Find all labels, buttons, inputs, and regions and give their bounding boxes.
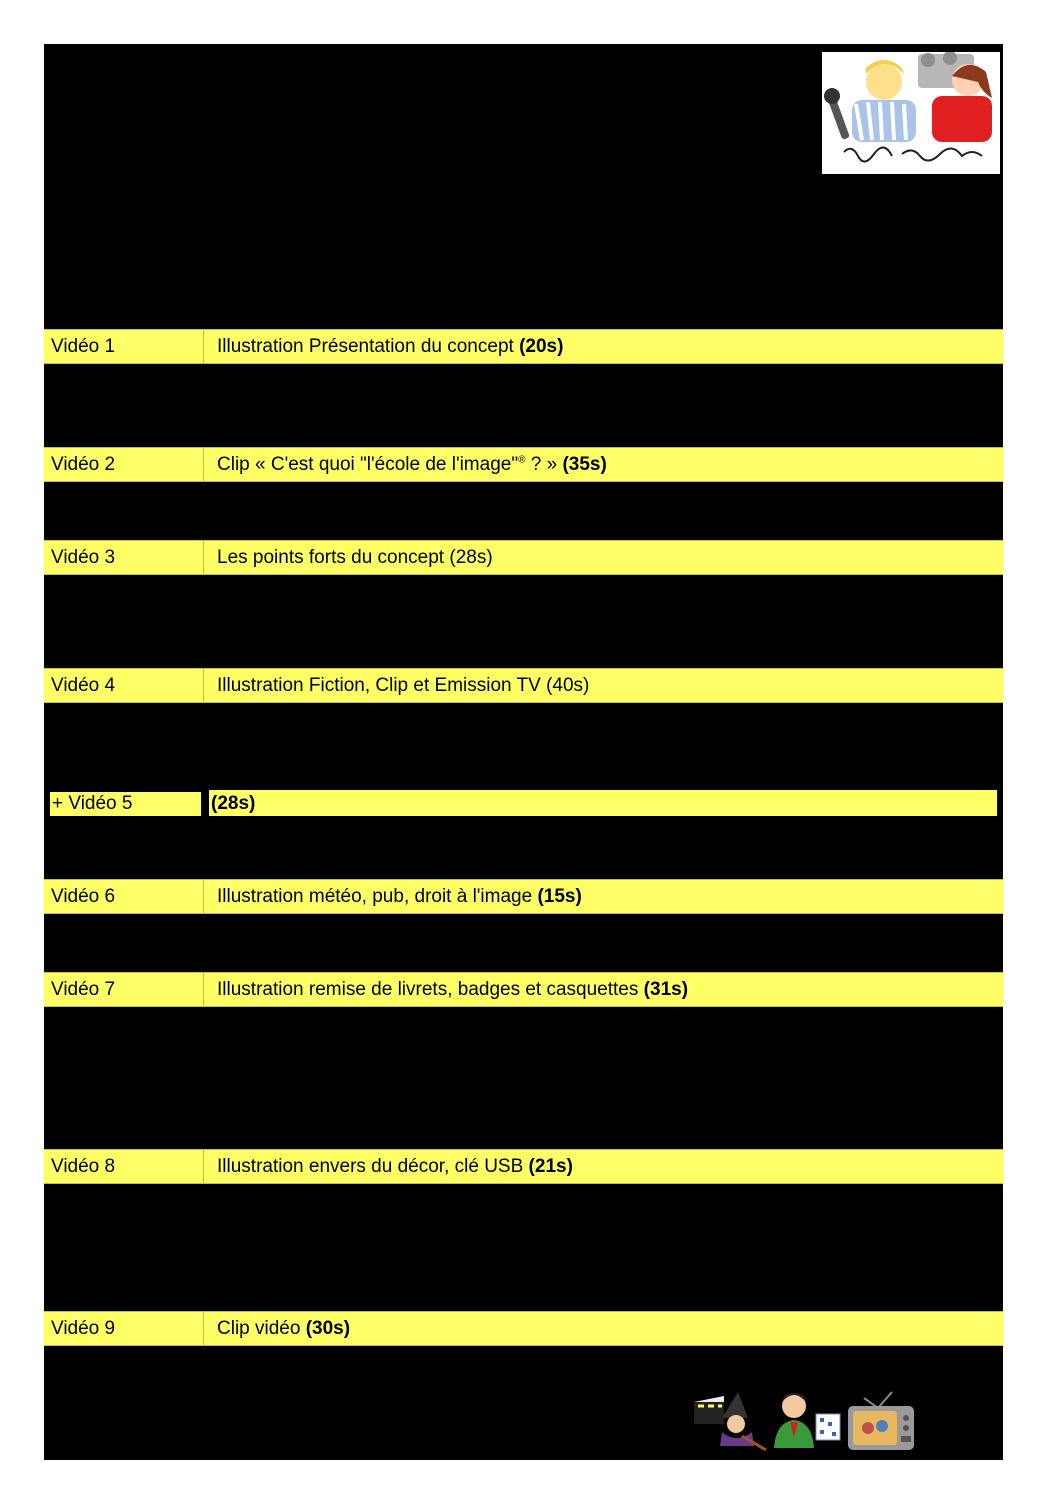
footer-icons <box>692 1388 918 1452</box>
video-title: Illustration remise de livrets, badges et casquettes (31s) <box>217 979 689 1000</box>
presenter-icon <box>774 1393 840 1448</box>
video-label: Vidéo 9 <box>44 1312 204 1345</box>
video-duration: (20s) <box>519 336 564 357</box>
video-label: Vidéo 1 <box>44 330 204 363</box>
tv-icon <box>848 1392 914 1450</box>
video-duration: (28s) <box>211 793 256 814</box>
video-label: Vidéo 7 <box>44 973 204 1006</box>
registered-mark: ® <box>518 454 526 466</box>
video-label: Vidéo 4 <box>44 669 204 702</box>
video-label-5: + Vidéo 5 <box>50 792 201 816</box>
video-label: Vidéo 6 <box>44 880 204 913</box>
video-title: Clip vidéo (30s) <box>217 1318 351 1339</box>
kids-filming-logo-icon <box>822 52 1000 174</box>
video-row-6 <box>44 879 1003 914</box>
document-page <box>44 44 1003 1460</box>
wizard-clapper-icon <box>694 1392 766 1450</box>
video-row-4 <box>44 668 1003 703</box>
video-label: Vidéo 2 <box>44 448 204 481</box>
video-duration: (35s) <box>562 454 607 475</box>
video-title: Les points forts du concept (28s) <box>217 547 493 568</box>
video-row-7 <box>44 972 1003 1007</box>
video-duration: (31s) <box>643 979 689 1000</box>
video-duration: (15s) <box>537 886 582 907</box>
video-row-1 <box>44 329 1003 364</box>
video-title: Illustration Présentation du concept (20s) <box>217 336 564 357</box>
video-row-8 <box>44 1149 1003 1184</box>
video-row-9 <box>44 1311 1003 1346</box>
school-logo <box>822 52 1000 174</box>
video-label: Vidéo 3 <box>44 541 204 574</box>
video-duration: (21s) <box>528 1156 573 1177</box>
video-title: Illustration Fiction, Clip et Emission TV (40s) <box>217 675 590 696</box>
video-title: Illustration météo, pub, droit à l'image (15s) <box>217 886 582 907</box>
video-row-3 <box>44 540 1003 575</box>
video-title: Illustration envers du décor, clé USB (21s) <box>217 1156 573 1177</box>
video-title: Clip « C'est quoi "l'école de l'image"® ? » (35s) <box>217 454 607 475</box>
video-duration: (30s) <box>305 1318 351 1339</box>
video-label: Vidéo 8 <box>44 1150 204 1183</box>
video-row-2 <box>44 447 1003 482</box>
video-row-5-title <box>209 790 997 816</box>
